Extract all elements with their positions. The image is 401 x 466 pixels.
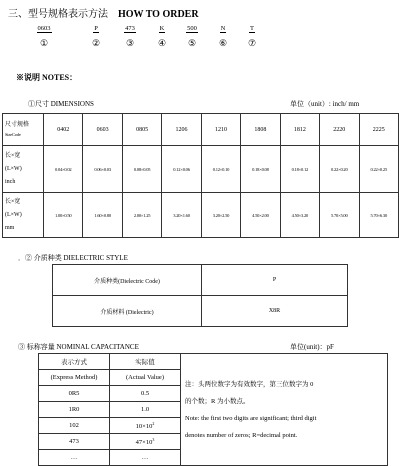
inch-cell: 0.22×0.25 [359, 146, 399, 193]
order-code-value: N [220, 25, 226, 32]
inch-label-line: inch [5, 178, 16, 185]
cap-code: 473 [39, 434, 110, 450]
cap-value-base: 10×10 [135, 423, 153, 431]
order-code-number: ⑤ [187, 38, 197, 48]
order-code-segment [148, 25, 176, 33]
col-express-cn: 表示方式 [39, 354, 110, 370]
inch-cell: 0.22×0.20 [320, 146, 359, 193]
dimensions-title: ①尺寸 DIMENSIONS [28, 100, 94, 108]
col-actual-cn: 实际值 [110, 354, 181, 370]
cap-value: … [110, 450, 181, 466]
dielectric-code-value: P [202, 265, 348, 296]
size-label-en: SizeCode [5, 131, 21, 137]
order-code-segment [116, 25, 144, 33]
cap-code: 1R0 [39, 402, 110, 418]
mm-label-line: (L×W) [5, 211, 22, 218]
capacitance-note [181, 354, 388, 466]
mm-label-line: mm [5, 224, 15, 231]
size-cell: 1812 [280, 114, 319, 146]
cap-value-exp: 3 [152, 436, 155, 442]
col-actual-en: (Actual Value) [110, 370, 181, 386]
size-cell: 2225 [359, 114, 399, 146]
order-code-value: 0603 [37, 25, 51, 32]
mm-cell: 4.50×2.00 [241, 193, 280, 238]
mm-cell: 1.60×0.80 [83, 193, 122, 238]
dielectric-table [52, 264, 348, 327]
cap-value: 0.5 [110, 386, 181, 402]
size-cell: 1210 [201, 114, 240, 146]
size-label-cn: 尺寸规格 [5, 121, 30, 128]
note-line: 的个数；R 为小数点。 [185, 397, 250, 405]
inch-cell: 0.08×0.05 [122, 146, 161, 193]
inch-cell: 0.18×0.08 [241, 146, 280, 193]
order-code-number: ① [39, 38, 49, 48]
size-cell: 0402 [44, 114, 83, 146]
dimensions-table [2, 113, 399, 238]
size-cell: 2220 [320, 114, 359, 146]
order-code-number: ② [91, 38, 101, 48]
capacitance-table [38, 353, 388, 466]
mm-row-label [3, 193, 44, 238]
cap-value-base: 47×10 [135, 439, 153, 447]
note-line: denotes number of zeros; R=decimal point. [185, 431, 298, 439]
inch-label-line: (L×W) [5, 165, 22, 172]
cap-code: 0R5 [39, 386, 110, 402]
order-code-number: ⑥ [218, 38, 228, 48]
order-code-segment [238, 25, 266, 33]
size-code-label [3, 114, 44, 146]
inch-row-label [3, 146, 44, 193]
note-line: 注：头两位数字为有效数字，第三位数字为 0 [185, 380, 314, 388]
inch-cell: 0.04×0.02 [44, 146, 83, 193]
mm-label-line: 长×宽 [5, 198, 21, 205]
mm-cell: 3.20×1.60 [162, 193, 201, 238]
size-cell: 0805 [122, 114, 161, 146]
dielectric-code-label: 介质种类(Dielectric Code) [53, 265, 202, 296]
notes-label: ※说明 NOTES： [16, 73, 78, 82]
order-code-value: 500 [187, 25, 197, 32]
dielectric-material-value: X8R [202, 296, 348, 327]
mm-cell: 3.20×2.50 [201, 193, 240, 238]
size-cell: 1808 [241, 114, 280, 146]
mm-cell: 1.00×0.50 [44, 193, 83, 238]
order-code-value: K [159, 25, 165, 32]
order-code-value: P [94, 25, 98, 32]
order-code-number: ④ [157, 38, 167, 48]
title-en: HOW TO ORDER [118, 9, 199, 20]
order-code-value: 473 [125, 25, 135, 32]
cap-code: 102 [39, 418, 110, 434]
mm-cell: 2.00×1.25 [122, 193, 161, 238]
order-code-segment [82, 25, 110, 33]
size-cell: 1206 [162, 114, 201, 146]
col-express-en: (Express Method) [39, 370, 110, 386]
title-cn: 三、型号规格表示方法 [8, 9, 108, 20]
capacitance-title: ③ 标称容量 NOMINAL CAPACITANCE [18, 343, 139, 351]
mm-cell: 5.70×6.30 [359, 193, 399, 238]
cap-value [110, 434, 181, 450]
order-code-segment [209, 25, 237, 33]
dimensions-unit: 单位（unit）: inch/ mm [290, 100, 360, 108]
mm-cell: 4.50×3.20 [280, 193, 319, 238]
order-code-value: T [250, 25, 254, 32]
inch-label-line: 长×宽 [5, 152, 21, 159]
inch-cell: 0.06×0.03 [83, 146, 122, 193]
section-title [8, 5, 199, 20]
size-cell: 0603 [83, 114, 122, 146]
capacitance-unit: 单位(unit)：pF [290, 343, 334, 351]
cap-code: … [39, 450, 110, 466]
inch-cell: 0.12×0.06 [162, 146, 201, 193]
order-code-segment [30, 25, 58, 33]
order-code-number: ③ [125, 38, 135, 48]
dielectric-material-label: 介质材料 (Dielectric) [53, 296, 202, 327]
cap-value [110, 418, 181, 434]
cap-value: 1.0 [110, 402, 181, 418]
order-code-number: ⑦ [247, 38, 257, 48]
mm-cell: 5.70×5.00 [320, 193, 359, 238]
dielectric-title: ．② 介质种类 DIELECTRIC STYLE [18, 254, 128, 262]
order-code-segment [178, 25, 206, 33]
cap-value-exp: 2 [152, 420, 155, 426]
inch-cell: 0.12×0.10 [201, 146, 240, 193]
note-line: Note: the first two digits are significant; third digit [185, 414, 317, 422]
inch-cell: 0.18×0.12 [280, 146, 319, 193]
